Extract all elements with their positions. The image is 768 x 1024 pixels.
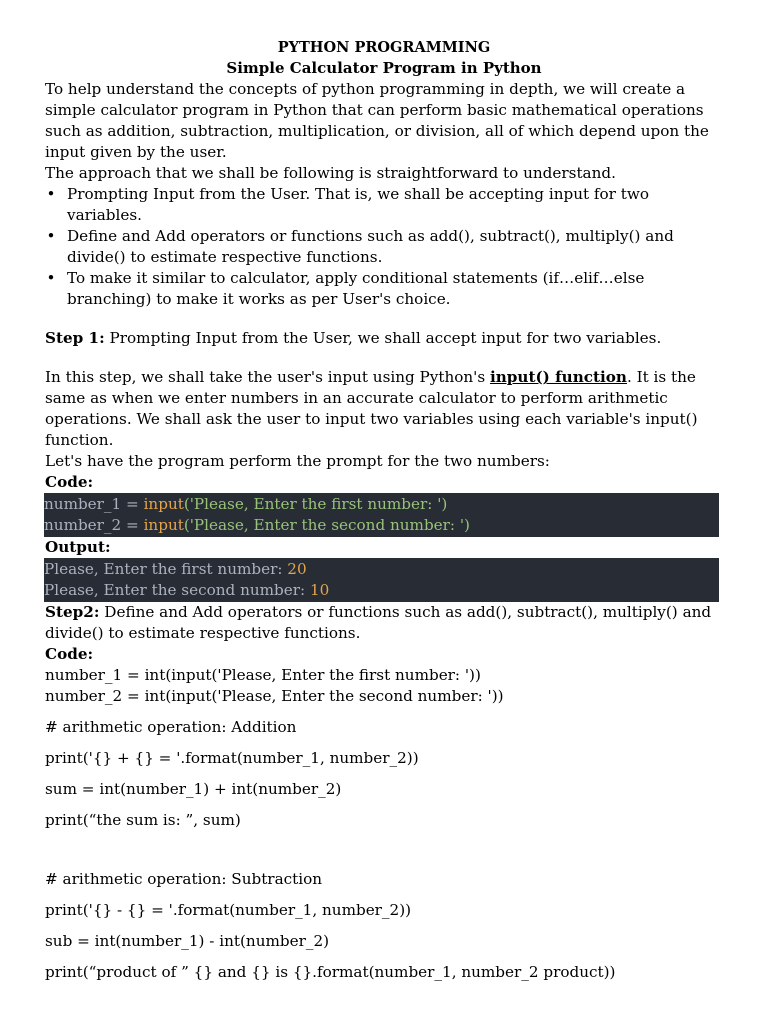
output-number: 20 xyxy=(287,560,307,578)
step1-paragraph-end: . It is the same as when we enter numbers in an accurate calculator to perform arithmetic operations. We shall ask the user to input two variables using each variable's input() function. xyxy=(45,368,698,449)
comment-addition: # arithmetic operation: Addition xyxy=(45,718,297,736)
step1-paragraph xyxy=(45,367,723,451)
approach-sentence: The approach that we shall be following is straightforward to understand. xyxy=(45,164,616,182)
approach-list xyxy=(45,184,723,310)
step1-label: Step 1: xyxy=(45,329,105,347)
output-number: 10 xyxy=(309,581,330,599)
code-var: number_2 = xyxy=(44,516,144,534)
code-line: number_2 = int(input('Please, Enter the second number: ')) xyxy=(45,687,504,705)
code-block-input xyxy=(44,493,719,537)
list-item: • Prompting Input from the User. That is, we shall be accepting input for two variables. xyxy=(67,184,723,226)
step2-code-label: Code: xyxy=(45,645,94,663)
document-title: PYTHON PROGRAMMING xyxy=(277,39,491,56)
step1-heading xyxy=(45,328,723,349)
document-subtitle: Simple Calculator Program in Python xyxy=(226,59,542,77)
step2-label: Step2: xyxy=(45,603,100,621)
code-line: sum = int(number_1) + int(number_2) xyxy=(45,780,342,798)
list-item: • To make it similar to calculator, apply conditional statements (if…elif…else branching) to make it works as per User's choice. xyxy=(67,268,723,310)
code-line: print(“product of ” {} and {} is {}.format(number_1, number_2 product)) xyxy=(45,963,616,981)
output-text: Please, Enter the second number: xyxy=(44,581,310,599)
code-string: ('Please, Enter the first number: ') xyxy=(183,495,448,513)
code-fn: input xyxy=(143,495,184,513)
code-string: ('Please, Enter the second number: ') xyxy=(183,516,470,534)
step2-heading xyxy=(45,602,723,644)
code-line: number_1 = int(input('Please, Enter the first number: ')) xyxy=(45,666,481,684)
code-line: print('{} + {} = '.format(number_1, number_2)) xyxy=(45,749,419,767)
output-text: Please, Enter the first number: xyxy=(44,560,288,578)
intro-paragraph: To help understand the concepts of python programming in depth, we will create a simple calculator program in Python that can perform basic mathematical operations such as addition, subtraction, multiplication, or division, all of which depend upon the input given by the user. xyxy=(45,80,709,161)
code-label: Code: xyxy=(45,473,94,491)
list-item: • Define and Add operators or functions such as add(), subtract(), multiply() and divide() to estimate respective functions. xyxy=(67,226,723,268)
step1-text: Prompting Input from the User, we shall accept input for two variables. xyxy=(104,329,662,347)
code-line: print(“the sum is: ”, sum) xyxy=(45,811,241,829)
code-var: number_1 = xyxy=(44,495,144,513)
step1-paragraph-start: In this step, we shall take the user's input using Python's xyxy=(45,368,490,386)
output-line xyxy=(44,559,719,580)
step2-text: Define and Add operators or functions such as add(), subtract(), multiply() and divide() to estimate respective functions. xyxy=(45,603,712,642)
code-line: sub = int(number_1) - int(number_2) xyxy=(45,932,330,950)
output-label: Output: xyxy=(45,538,111,556)
code-line: print('{} - {} = '.format(number_1, number_2)) xyxy=(45,901,412,919)
comment-subtraction: # arithmetic operation: Subtraction xyxy=(45,870,323,888)
output-line xyxy=(44,580,719,601)
code-line xyxy=(44,515,719,536)
code-line xyxy=(44,494,719,515)
input-function-link[interactable]: input() function xyxy=(489,368,627,386)
prompt-line: Let's have the program perform the prompt for the two numbers: xyxy=(45,452,550,470)
code-block-output xyxy=(44,558,719,602)
document-page xyxy=(45,37,723,983)
code-fn: input xyxy=(143,516,184,534)
